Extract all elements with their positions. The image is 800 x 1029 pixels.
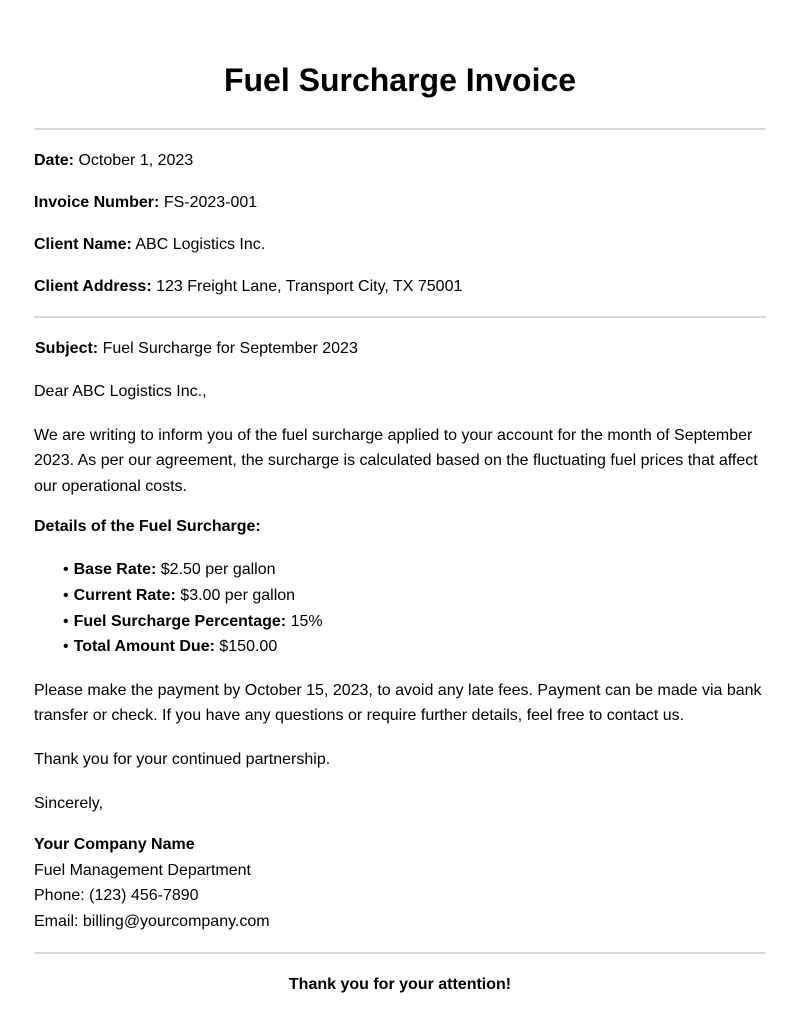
invoice-number-value: FS-2023-001	[163, 194, 258, 211]
signature-email: Email: billing@yourcompany.com	[34, 912, 270, 930]
client-name-label: Client Name:	[34, 236, 132, 253]
date-label: Date:	[34, 152, 75, 169]
subject-label: Subject:	[35, 340, 99, 357]
divider-top	[34, 128, 766, 130]
date-row	[34, 149, 766, 173]
invoice-page	[34, 0, 766, 997]
invoice-number-row	[34, 191, 766, 215]
signature-department: Fuel Management Department	[34, 861, 251, 879]
company-name: Your Company Name	[34, 836, 195, 854]
surcharge-details-list	[34, 557, 766, 659]
date-value: October 1, 2023	[78, 152, 194, 169]
detail-value: $150.00	[219, 638, 278, 656]
subject-line	[35, 337, 766, 361]
client-address-row	[34, 275, 766, 299]
client-address-value: 123 Freight Lane, Transport City, TX 75001	[156, 278, 463, 295]
signature-phone: Phone: (123) 456-7890	[34, 887, 199, 905]
client-address-label: Client Address:	[34, 278, 152, 295]
details-heading: Details of the Fuel Surcharge:	[34, 518, 261, 536]
divider-middle	[34, 316, 766, 318]
detail-value: $2.50 per gallon	[160, 561, 276, 579]
thanks-line: Thank you for your continued partnership.	[34, 750, 331, 768]
payment-paragraph: Please make the payment by October 15, 2023, to avoid any late fees. Payment can be made via bank transfer or check. If you have any questions or require further details, feel free to contact us.	[34, 681, 762, 725]
detail-label: Base Rate:	[73, 561, 157, 579]
closing-line: Sincerely,	[34, 794, 104, 812]
detail-surcharge-percentage: • Fuel Surcharge Percentage: 15%	[63, 612, 323, 630]
detail-label: Fuel Surcharge Percentage:	[73, 612, 287, 630]
signature-block	[34, 832, 766, 934]
detail-total-amount: • Total Amount Due: $150.00	[63, 638, 278, 656]
detail-label: Current Rate:	[73, 586, 176, 604]
detail-value: $3.00 per gallon	[180, 586, 296, 604]
client-name-value: ABC Logistics Inc.	[135, 236, 266, 253]
invoice-number-label: Invoice Number:	[34, 194, 160, 211]
divider-bottom	[34, 952, 766, 954]
page-title: Fuel Surcharge Invoice	[223, 62, 577, 98]
detail-value: 15%	[290, 612, 323, 630]
detail-base-rate: • Base Rate: $2.50 per gallon	[63, 561, 276, 579]
signature-company	[34, 832, 766, 858]
subject-value: Fuel Surcharge for September 2023	[102, 340, 358, 357]
detail-current-rate: • Current Rate: $3.00 per gallon	[63, 586, 296, 604]
greeting: Dear ABC Logistics Inc.,	[34, 383, 207, 400]
client-name-row	[34, 233, 766, 257]
footer-message: Thank you for your attention!	[288, 975, 512, 993]
intro-paragraph: We are writing to inform you of the fuel surcharge applied to your account for the month of September 2023. As per our agreement, the surcharge is calculated based on the fluctuating fuel prices that affect our operational costs.	[34, 426, 758, 495]
detail-label: Total Amount Due:	[73, 638, 215, 656]
